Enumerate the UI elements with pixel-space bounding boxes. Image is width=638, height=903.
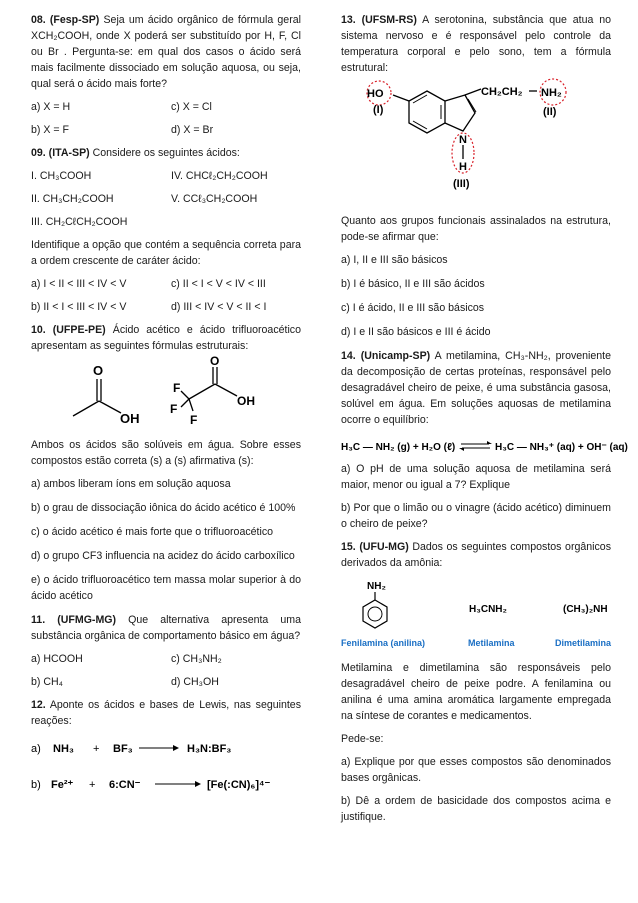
tfa-f-label-bottom: F xyxy=(190,413,198,427)
acetic-oh-label: OH xyxy=(120,411,140,426)
reaction-b-product: [Fe(:CN)₆]⁴⁻ xyxy=(207,779,271,791)
q09-acids-row1 xyxy=(31,168,301,184)
dimethylamine-formula: (CH₃)₂NH xyxy=(563,604,608,615)
question-08: 08. (Fesp-SP) Seja um ácido orgânico de fórmula geral XCH₂COOH, onde X poderá ser substituído por H, F, Cl ou Br . Pergunta-se: em qual dos casos o ácido será mais facilmente dissociado em solução aquosa, ou seja, qual será o ácido mais forte? xyxy=(31,14,301,90)
reaction-b-reactant1: Fe²⁺ xyxy=(51,779,74,791)
right-column xyxy=(341,12,628,832)
q11-option-c: c) CH₃NH₂ xyxy=(171,653,222,665)
q09-acids-row3 xyxy=(31,214,301,230)
acid-structures-figure xyxy=(31,354,301,431)
reaction-b-plus: + xyxy=(89,779,96,791)
q11-option-d: d) CH₃OH xyxy=(171,676,219,688)
tfa-f-label-left: F xyxy=(170,402,178,416)
q14-part-a: a) O pH de uma solução aquosa de metilamina será maior, menor ou igual a 7? Explique xyxy=(341,463,611,491)
equilibrium-left: H₃C — NH₂ (g) + H₂O (ℓ) xyxy=(341,442,456,453)
serotonin-h-label: H xyxy=(459,161,467,173)
aniline-name: Fenilamina (anilina) xyxy=(341,638,426,648)
q08-option-d: d) X = Br xyxy=(171,124,214,136)
q11-option-b: b) CH₄ xyxy=(31,676,63,688)
q13-options xyxy=(341,252,611,340)
q10-statement: Ambos os ácidos são solúveis em água. Sobre esses compostos estão correta (s) a (s) afirmativa (s): xyxy=(31,439,301,467)
q10-option-d: d) o grupo CF3 influencia na acidez do ácido carboxílico xyxy=(31,550,295,562)
q11-option-a: a) HCOOH xyxy=(31,653,83,665)
question-10: 10. (UFPE-PE) Ácido acético e ácido trifluoroacético apresentam as seguintes fórmulas estruturais: xyxy=(31,324,301,352)
reaction-a-reactant2: BF₃ xyxy=(113,743,133,755)
q08-options-row1 xyxy=(31,99,301,115)
serotonin-structure-figure xyxy=(341,83,611,195)
dimethylamine-name: Dimetilamina xyxy=(555,638,612,648)
q11-options-row2 xyxy=(31,674,301,690)
question-11: 11. (UFMG-MG) Que alternativa apresenta uma substância orgânica de comportamento básico em água? xyxy=(31,614,301,642)
amines-figure xyxy=(341,578,611,650)
q09-option-d: d) III < IV < V < II < I xyxy=(171,301,267,313)
q08-option-c: c) X = Cl xyxy=(171,101,212,113)
q10-option-b: b) o grau de dissociação iônica do ácido acético é 100% xyxy=(31,502,296,514)
serotonin-nh2-label: NH₂ xyxy=(541,87,562,99)
reaction-a-label: a) xyxy=(31,743,41,755)
q13-prompt: Quanto aos grupos funcionais assinalados na estrutura, pode-se afirmar que: xyxy=(341,215,611,243)
question-09: 09. (ITA-SP) Considere os seguintes ácidos: xyxy=(31,147,240,159)
q15-part-b: b) Dê a ordem de basicidade dos compostos acima e justifique. xyxy=(341,795,611,823)
serotonin-chain-label: CH₂CH₂ xyxy=(481,86,523,98)
q15-statement: Metilamina e dimetilamina são responsáveis pelo desagradável cheiro de peixe podre. A fenilamina ou anilina é uma amina aromática largamente empregada na síntese de corantes e medicamentos. xyxy=(341,662,611,722)
left-column xyxy=(31,12,301,798)
q09-option-c: c) II < I < V < IV < III xyxy=(171,278,266,290)
q10-option-a: a) ambos liberam íons em solução aquosa xyxy=(31,478,231,490)
serotonin-n-label: N xyxy=(459,134,467,146)
serotonin-label-ii: (II) xyxy=(543,106,557,118)
reaction-a-reactant1: NH₃ xyxy=(53,743,74,755)
q09-acid-ii: II. CH₃CH₂COOH xyxy=(31,193,114,205)
reaction-a-product: H₃N:BF₃ xyxy=(187,743,232,755)
q10-option-c: c) o ácido acético é mais forte que o trifluoroacético xyxy=(31,526,274,538)
equilibrium-right: H₃C — NH₃⁺ (aq) + OH⁻ (aq) xyxy=(495,442,628,453)
question-15: 15. (UFU-MG) Dados os seguintes compostos orgânicos derivados da amônia: xyxy=(341,541,611,569)
q09-option-b: b) II < I < III < IV < V xyxy=(31,301,127,313)
aniline-nh2-label: NH₂ xyxy=(367,581,386,592)
lewis-reactions-figure xyxy=(31,736,301,798)
q08-option-b: b) X = F xyxy=(31,124,69,136)
q13-option-c: c) I é ácido, II e III são básicos xyxy=(341,302,485,314)
q13-option-d: d) I e II são básicos e III é ácido xyxy=(341,326,491,338)
q09-acids-row2 xyxy=(31,191,301,207)
q08-options-row2 xyxy=(31,122,301,138)
methylamine-name: Metilamina xyxy=(468,638,515,648)
reaction-a-plus: + xyxy=(93,743,100,755)
q10-option-e: e) o ácido trifluoroacético tem massa molar superior à do ácido acético xyxy=(31,574,301,602)
reaction-b-label: b) xyxy=(31,779,41,791)
q15-part-a: a) Explique por que esses compostos são denominados bases orgânicas. xyxy=(341,756,611,784)
serotonin-label-iii: (III) xyxy=(453,178,470,190)
q11-options-row1 xyxy=(31,651,301,667)
methylamine-formula: H₃CNH₂ xyxy=(469,604,507,615)
acetic-o-label: O xyxy=(93,363,104,378)
tfa-o-label: O xyxy=(210,354,220,368)
q08-option-a: a) X = H xyxy=(31,101,71,113)
q09-acid-iii: III. CH₂CℓCH₂COOH xyxy=(31,216,128,228)
q14-part-b: b) Por que o limão ou o vinagre (ácido acético) diminuem o cheiro de peixe? xyxy=(341,502,611,530)
reaction-b-reactant2: 6:CN⁻ xyxy=(109,779,141,791)
q09-acid-i: I. CH₃COOH xyxy=(31,170,92,182)
q09-options-row2 xyxy=(31,299,301,315)
tfa-oh-label: OH xyxy=(237,394,255,408)
methylamine-equilibrium-figure xyxy=(341,435,628,457)
q09-option-a: a) I < II < III < IV < V xyxy=(31,278,127,290)
q10-options xyxy=(31,476,301,604)
q15-ask: Pede-se: xyxy=(341,733,384,745)
serotonin-label-i: (I) xyxy=(373,104,384,116)
q09-options-row1 xyxy=(31,276,301,292)
q09-acid-iv: IV. CHCℓ₂CH₂COOH xyxy=(171,170,268,182)
q13-option-b: b) I é básico, II e III são ácidos xyxy=(341,278,485,290)
q13-option-a: a) I, II e III são básicos xyxy=(341,254,448,266)
question-12: 12. Aponte os ácidos e bases de Lewis, nas seguintes reações: xyxy=(31,699,301,727)
question-13: 13. (UFSM-RS) A serotonina, substância que atua no sistema nervoso e é responsável pelo controle da temperatura corporal e pelo sono, tem a fórmula estrutural: xyxy=(341,14,612,74)
q09-prompt: Identifique a opção que contém a sequência correta para a ordem crescente de caráter ácido: xyxy=(31,239,301,267)
q09-acid-v: V. CCℓ₃CH₂COOH xyxy=(171,193,258,205)
serotonin-ho-label: HO xyxy=(367,88,384,100)
question-14: 14. (Unicamp-SP) A metilamina, CH₃-NH₂, proveniente da decomposição de certas proteínas, responsável pelo desagradável cheiro de peixe, é uma substância gasosa, solúvel em água. Em soluções aquosas de metilamina ocorre o equilíbrio: xyxy=(341,350,612,426)
tfa-f-label-top: F xyxy=(173,381,181,395)
